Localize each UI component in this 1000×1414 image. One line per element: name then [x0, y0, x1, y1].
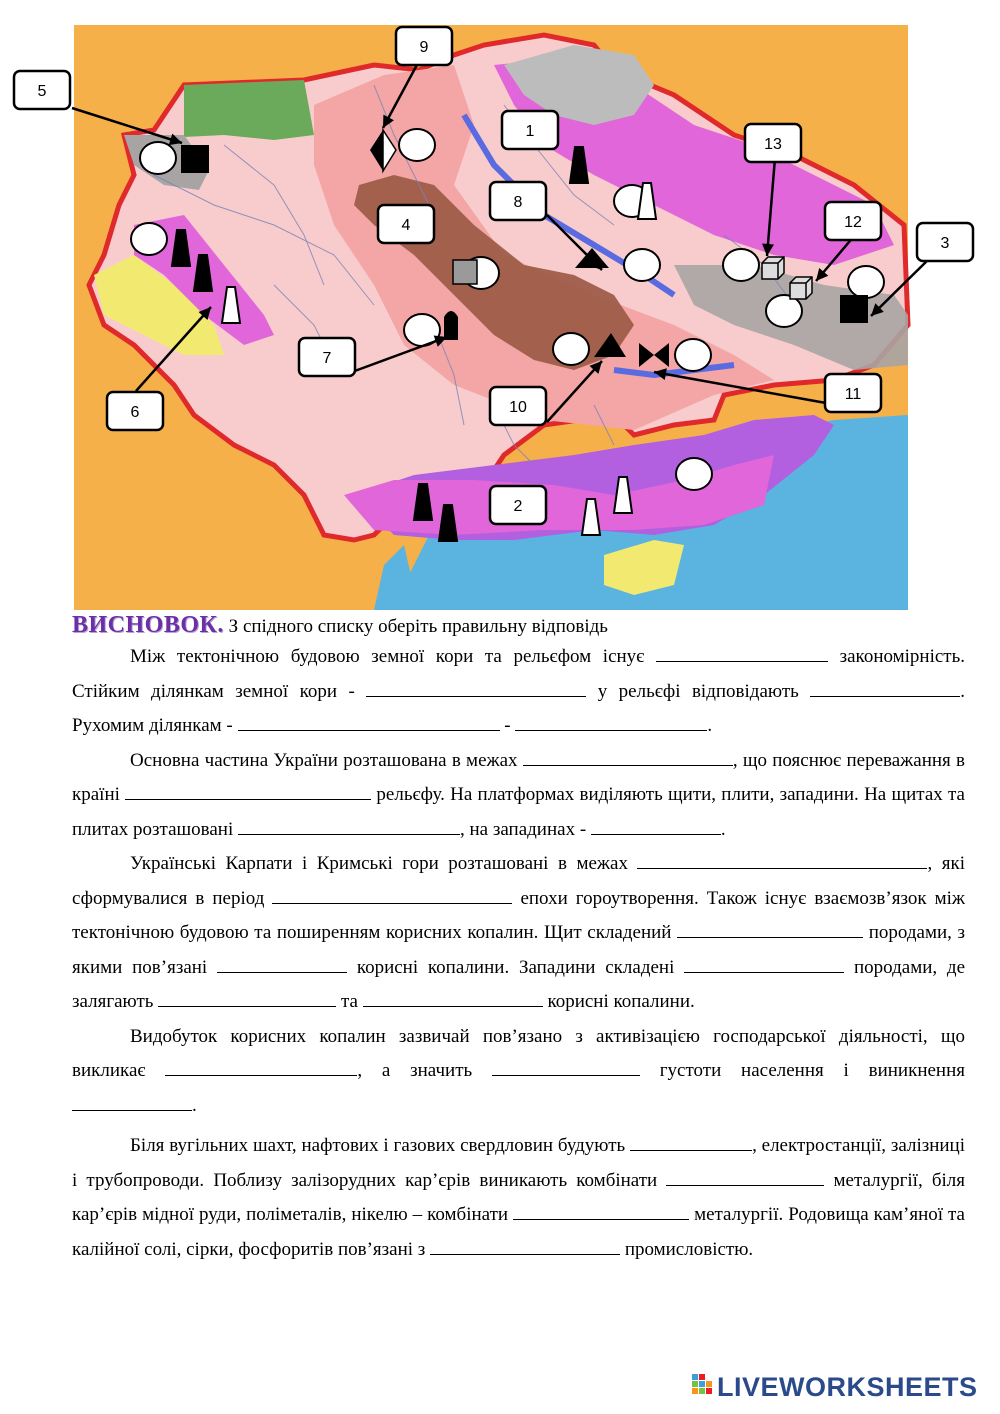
p2-text-c: рельєфу. На платформах виділяють щити, плити, западини. На щитах та плитах розташовані — [72, 784, 965, 840]
blank-input[interactable] — [684, 956, 844, 973]
p2-text-a: Основна частина України розташована в межах — [130, 749, 518, 771]
p2-text-e: . — [720, 818, 726, 840]
deposit-oval — [399, 129, 435, 161]
callout-number: 1 — [525, 123, 535, 140]
blank-input[interactable] — [677, 921, 863, 938]
callout-number: 9 — [419, 39, 429, 56]
p3-text-b: , які сформувалися в період — [72, 853, 965, 909]
blank-input[interactable] — [165, 1059, 357, 1076]
p5-text-b: , електростанції, залізниці і трубопроводи. Поблизу залізорудних кар’єрів виникають комбінати — [72, 1135, 966, 1191]
callout-number: 12 — [844, 214, 862, 231]
p5-text-e: промисловістю. — [624, 1238, 754, 1260]
blank-input[interactable] — [637, 852, 927, 869]
callout-number: 7 — [322, 350, 332, 367]
logo-text: LIVEWORKSHEETS — [717, 1372, 978, 1402]
p2-text-b: , що пояснює переважання в країні — [72, 749, 966, 805]
blank-input[interactable] — [513, 1203, 689, 1220]
callout-number: 11 — [844, 386, 862, 403]
conclusion-heading-line — [72, 612, 965, 640]
deposit-oval — [766, 295, 802, 327]
callout-number: 6 — [130, 404, 140, 421]
p4-text-b: , а значить — [357, 1060, 473, 1081]
blank-input[interactable] — [666, 1169, 824, 1186]
callout-number: 8 — [513, 194, 523, 211]
blank-input[interactable] — [238, 818, 460, 835]
blank-input[interactable] — [630, 1134, 752, 1151]
blank-input[interactable] — [515, 714, 707, 731]
p1-text-b: закономірність. Стійким ділянкам земної кори - — [72, 646, 966, 702]
deposit-oval — [131, 223, 167, 255]
blank-input[interactable] — [656, 645, 828, 662]
blank-input[interactable] — [72, 1094, 192, 1111]
callout-number: 5 — [37, 83, 47, 100]
deposit-oval — [624, 249, 660, 281]
conclusion-heading: ВИСНОВОК. — [72, 612, 224, 638]
p3-text-e: корисні копалини. Западини складені — [356, 956, 675, 978]
liveworksheets-logo-icon — [692, 1374, 714, 1400]
p3-text-g: та — [340, 991, 358, 1012]
paragraph-1 — [72, 640, 965, 744]
p1-text-f: . — [707, 715, 713, 736]
callout-number: 2 — [513, 498, 523, 515]
deposit-oval — [140, 142, 176, 174]
p3-text-a: Українські Карпати і Кримські гори розташовані в межах — [130, 853, 628, 874]
callout-number: 10 — [509, 399, 527, 416]
conclusion-section — [72, 612, 965, 1267]
deposit-oval — [723, 249, 759, 281]
blank-input[interactable] — [523, 749, 733, 766]
p1-text-d: . Рухомим ділянкам - — [72, 680, 965, 736]
p5-text-c: металургії, біля кар’єрів мідної руди, поліметалів, нікелю – комбінати — [72, 1169, 966, 1225]
callout-number: 3 — [940, 235, 950, 252]
deposit-oval — [676, 458, 712, 490]
salt-cube — [762, 257, 784, 279]
liveworksheets-logo — [692, 1372, 992, 1408]
p4-text-c: густоти населення і виникнення — [659, 1060, 965, 1081]
p1-text-c: у рельєфі відповідають — [597, 680, 799, 702]
blank-input[interactable] — [591, 818, 721, 835]
blank-input[interactable] — [238, 714, 500, 731]
salt-cube — [790, 277, 812, 299]
p2-text-d: , на западинах - — [460, 818, 587, 840]
blank-input[interactable] — [363, 990, 543, 1007]
blank-input[interactable] — [217, 956, 347, 973]
paragraph-2 — [72, 744, 965, 848]
blank-input[interactable] — [810, 680, 960, 697]
p3-text-h: корисні копалини. — [547, 991, 695, 1012]
blank-input[interactable] — [272, 887, 512, 904]
callout-number: 4 — [401, 217, 411, 234]
coal-square — [181, 145, 209, 173]
deposit-oval — [553, 333, 589, 365]
p1-text-e: - — [504, 715, 511, 736]
blank-input[interactable] — [125, 783, 371, 800]
p3-text-f: породами, де залягають — [72, 956, 966, 1012]
p5-text-a: Біля вугільних шахт, нафтових і газових свердловин будують — [130, 1135, 626, 1156]
deposit-oval — [848, 266, 884, 298]
callout-number: 13 — [764, 136, 782, 153]
p1-text-a: Між тектонічною будовою земної кори та рельєфом існує — [130, 646, 645, 667]
deposit-oval — [675, 339, 711, 371]
conclusion-instruction: З спідного списку оберіть правильну відповідь — [228, 616, 608, 637]
p4-text-a: Видобуток корисних копалин зазвичай пов’язано з активізацією господарської діяльності, що викликає — [72, 1025, 965, 1081]
blank-input[interactable] — [366, 680, 586, 697]
paragraph-3 — [72, 847, 965, 1020]
polissia-green — [184, 80, 314, 140]
p5-text-d: металургії. Родовища кам’яної та калійної солі, сірки, фосфоритів пов’язані з — [72, 1204, 965, 1260]
p3-text-d: породами, з якими пов’язані — [72, 922, 966, 978]
blank-input[interactable] — [158, 990, 336, 1007]
p3-text-c: епохи гороутворення. Також існує взаємозв’язок між тектонічною будовою та поширенням корисних копалин. Щит складений — [72, 887, 966, 943]
tectonic-map — [37, 25, 950, 610]
hatched-square — [453, 260, 477, 284]
blank-input[interactable] — [492, 1059, 640, 1076]
bullet-symbol — [444, 311, 458, 340]
paragraph-4 — [72, 1020, 965, 1124]
blank-input[interactable] — [430, 1238, 620, 1255]
paragraph-5 — [72, 1129, 965, 1267]
p4-text-d: . — [192, 1094, 197, 1116]
coal-square — [840, 295, 868, 323]
